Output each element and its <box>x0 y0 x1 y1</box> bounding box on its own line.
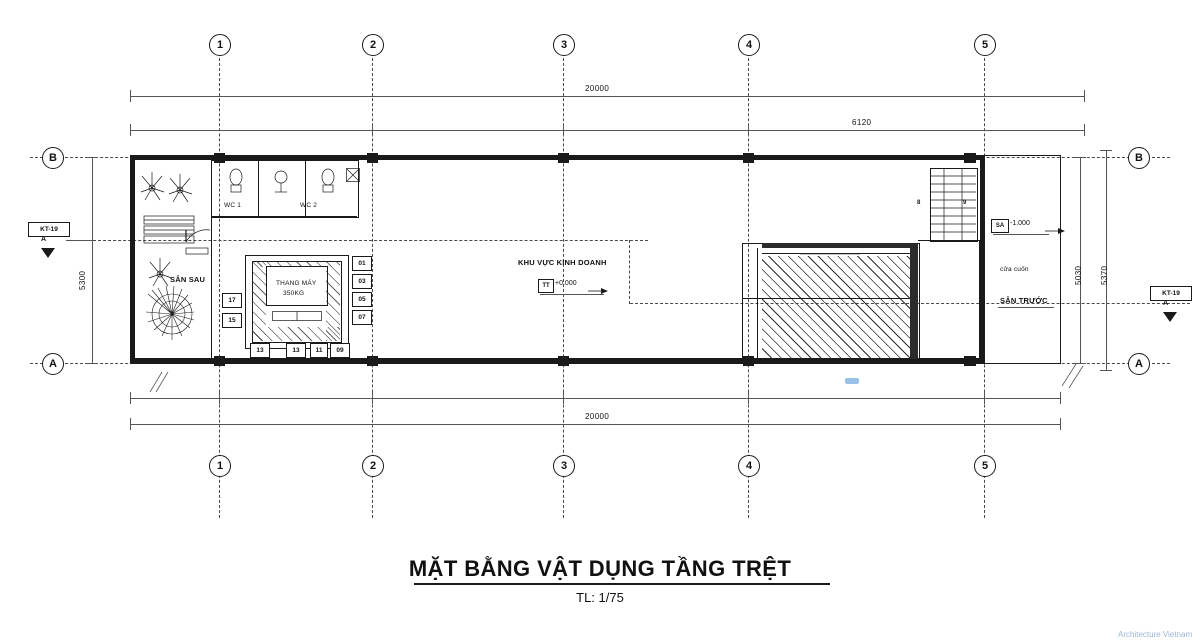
grid-bubble-right-A[interactable] <box>1128 353 1150 375</box>
item-tag-11[interactable] <box>310 343 328 358</box>
grid-line-1 <box>219 58 220 518</box>
section-mark-sub: A <box>1163 300 1169 307</box>
dim-tick <box>563 392 564 404</box>
dim-tick <box>130 124 131 136</box>
vehicle-area-right-band <box>910 243 918 359</box>
dim-tick <box>1060 418 1061 430</box>
grid-bubble-top-4[interactable] <box>738 34 760 56</box>
grid-bubble-bottom-2[interactable] <box>362 455 384 477</box>
dim-line-bottom-inner <box>130 398 1060 399</box>
column-4-top <box>743 153 754 163</box>
elevator-wall-hatch-bottom <box>252 327 340 341</box>
dim-tick <box>1100 370 1112 371</box>
vehicle-area-left-edge <box>742 243 743 359</box>
column-1-bottom <box>214 356 225 366</box>
drawing-title: MẶT BẰNG VẬT DỤNG TẦNG TRỆT <box>408 556 792 581</box>
grid-bubble-bottom-4[interactable] <box>738 455 760 477</box>
rolling-door-line <box>979 240 983 360</box>
item-tag-13-a[interactable] <box>286 343 306 358</box>
grid-bubble-label: 3 <box>560 460 568 472</box>
item-tag-17[interactable] <box>222 293 242 308</box>
wc-2-label: WC 2 <box>300 202 318 209</box>
rolling-door-label: cửa cuốn <box>1000 266 1029 273</box>
grid-bubble-label: B <box>49 152 57 164</box>
dim-tick <box>1100 150 1112 151</box>
grid-bubble-bottom-5[interactable] <box>974 455 996 477</box>
dim-right-outer-label: 5370 <box>1100 265 1109 285</box>
grid-bubble-label: 1 <box>216 460 224 472</box>
dim-line-right-outer <box>1106 150 1107 370</box>
grid-bubble-bottom-1[interactable] <box>209 455 231 477</box>
dim-tick <box>1074 157 1086 158</box>
item-tag-05[interactable] <box>352 292 372 307</box>
dim-tick <box>130 90 131 102</box>
business-area-label: KHU VỰC KINH DOANH <box>518 258 607 267</box>
grid-bubble-label: B <box>1135 152 1143 164</box>
dim-top-partial-label: 6120 <box>852 118 872 127</box>
item-tag-07[interactable] <box>352 310 372 325</box>
level-tag-front-yard <box>991 218 1069 234</box>
dim-line-left-vertical <box>92 157 93 363</box>
grid-bubble-label: 1 <box>216 39 224 51</box>
dim-tick <box>219 392 220 404</box>
level-tag-value: +0.000 <box>555 280 577 287</box>
small-tag-8: 8 <box>917 200 921 206</box>
watermark-label: Architecture Vietnam <box>1118 630 1193 639</box>
dim-tick <box>86 157 98 158</box>
dim-line-right-inner <box>1080 157 1081 363</box>
dim-bottom-overall-label: 20000 <box>585 412 610 421</box>
item-tag-01[interactable] <box>352 256 372 271</box>
item-tag-label: 05 <box>358 296 366 303</box>
item-tag-label: 01 <box>358 260 366 267</box>
grid-bubble-label: 5 <box>981 460 989 472</box>
dim-left-vertical-label: 5300 <box>78 270 87 290</box>
section-mark-sub: A <box>41 236 47 243</box>
level-tag-code: TT <box>542 283 550 289</box>
grid-bubble-top-1[interactable] <box>209 34 231 56</box>
grid-bubble-top-2[interactable] <box>362 34 384 56</box>
title-underline <box>414 583 830 585</box>
small-tag-9: 9 <box>963 200 967 206</box>
dim-tick <box>1084 124 1085 136</box>
section-mark-left[interactable] <box>28 222 84 264</box>
grid-bubble-label: 4 <box>745 460 753 472</box>
door-swing-rear <box>185 228 213 249</box>
column-2-bottom <box>367 356 378 366</box>
dim-tick <box>130 392 131 404</box>
column-3-top <box>558 153 569 163</box>
elevator-wall-hatch-top <box>252 261 340 267</box>
front-yard-underline <box>998 307 1054 308</box>
dim-line-top-overall <box>130 96 1084 97</box>
section-mark-left-leader <box>66 240 92 241</box>
dim-right-inner-label: 5030 <box>1074 265 1083 285</box>
item-tag-label: 03 <box>358 278 366 285</box>
grid-bubble-left-B[interactable] <box>42 147 64 169</box>
grid-bubble-top-5[interactable] <box>974 34 996 56</box>
front-boundary-line <box>1060 155 1061 364</box>
item-tag-label: 17 <box>228 297 236 304</box>
vehicle-area-left-inner <box>757 248 758 359</box>
vehicle-area-mid-line <box>742 298 918 299</box>
grid-bubble-label: 4 <box>745 39 753 51</box>
section-line-jog <box>629 240 630 304</box>
section-mark-triangle <box>1162 310 1178 328</box>
front-yard-top-edge <box>985 155 1061 156</box>
dim-tick <box>86 363 98 364</box>
item-tag-13-b[interactable] <box>250 343 270 358</box>
landscape-plants <box>138 162 210 358</box>
column-5-bottom <box>964 356 976 366</box>
dim-tick <box>748 124 749 136</box>
section-mark-triangle <box>40 246 56 264</box>
level-tag-underline <box>540 294 604 295</box>
item-tag-15[interactable] <box>222 313 242 328</box>
grid-bubble-left-A[interactable] <box>42 353 64 375</box>
level-arrow <box>588 282 608 300</box>
column-5-top <box>964 153 976 163</box>
grid-bubble-right-B[interactable] <box>1128 147 1150 169</box>
dim-tick <box>984 392 985 404</box>
dim-tick <box>372 124 373 136</box>
dim-tick <box>372 392 373 404</box>
grid-bubble-top-3[interactable] <box>553 34 575 56</box>
front-yard-slope-marks <box>1060 360 1086 395</box>
dim-tick <box>1084 90 1085 102</box>
stair-landing-edge <box>918 240 980 241</box>
dim-tick <box>563 124 564 136</box>
item-tag-label: 13 <box>256 347 264 354</box>
level-tag-front-underline <box>993 234 1049 235</box>
vehicle-area-hatch <box>762 256 918 359</box>
level-tag-value: -1.000 <box>1010 220 1030 227</box>
level-tag-code: SA <box>995 223 1005 229</box>
toilet-fixture-1 <box>227 168 245 199</box>
item-tag-label: 09 <box>336 347 344 354</box>
column-2-top <box>367 153 378 163</box>
elevator-door-symbol <box>272 308 322 326</box>
item-tag-09[interactable] <box>330 343 350 358</box>
wc-block-bottom <box>211 216 357 217</box>
level-arrow <box>1045 222 1065 240</box>
dim-line-top-partial <box>130 130 1084 131</box>
front-yard-bottom-edge <box>985 363 1061 364</box>
dim-tick <box>748 392 749 404</box>
shower-fixture <box>271 168 291 199</box>
grid-bubble-label: A <box>1135 358 1143 370</box>
wc-divider-1 <box>258 160 259 216</box>
item-tag-label: 15 <box>228 317 236 324</box>
dim-tick <box>130 418 131 430</box>
level-tag-ground-floor <box>538 278 608 294</box>
front-yard-label: SÂN TRƯỚC <box>1000 296 1048 305</box>
vehicle-area-detail <box>800 245 860 263</box>
elevator-capacity-label: 350KG <box>283 290 305 297</box>
section-mark-label: KT-19 <box>1162 290 1180 297</box>
elevator-label: THANG MÁY <box>276 280 317 287</box>
dim-slash-marks <box>148 370 170 394</box>
grid-bubble-label: 5 <box>981 39 989 51</box>
dim-top-overall-label: 20000 <box>585 84 610 93</box>
window-symbol <box>346 168 360 187</box>
item-tag-label: 13 <box>292 347 300 354</box>
grid-bubble-bottom-3[interactable] <box>553 455 575 477</box>
grid-bubble-label: 2 <box>369 39 377 51</box>
dim-line-bottom-overall <box>130 424 1060 425</box>
drawing-scale: TL: 1/75 <box>576 590 624 605</box>
item-tag-label: 11 <box>315 347 323 354</box>
section-mark-label: KT-19 <box>40 226 58 233</box>
item-tag-label: 07 <box>358 314 366 321</box>
stair-treads <box>930 168 976 245</box>
grid-bubble-label: 2 <box>369 460 377 472</box>
item-tag-03[interactable] <box>352 274 372 289</box>
toilet-fixture-2 <box>319 168 337 199</box>
wc-1-label: WC 1 <box>224 202 242 209</box>
stray-mark <box>845 378 859 384</box>
column-3-bottom <box>558 356 569 366</box>
grid-bubble-label: A <box>49 358 57 370</box>
rear-yard-label: SÂN SAU <box>170 275 206 284</box>
grid-bubble-label: 3 <box>560 39 568 51</box>
section-mark-right[interactable] <box>1150 286 1200 328</box>
